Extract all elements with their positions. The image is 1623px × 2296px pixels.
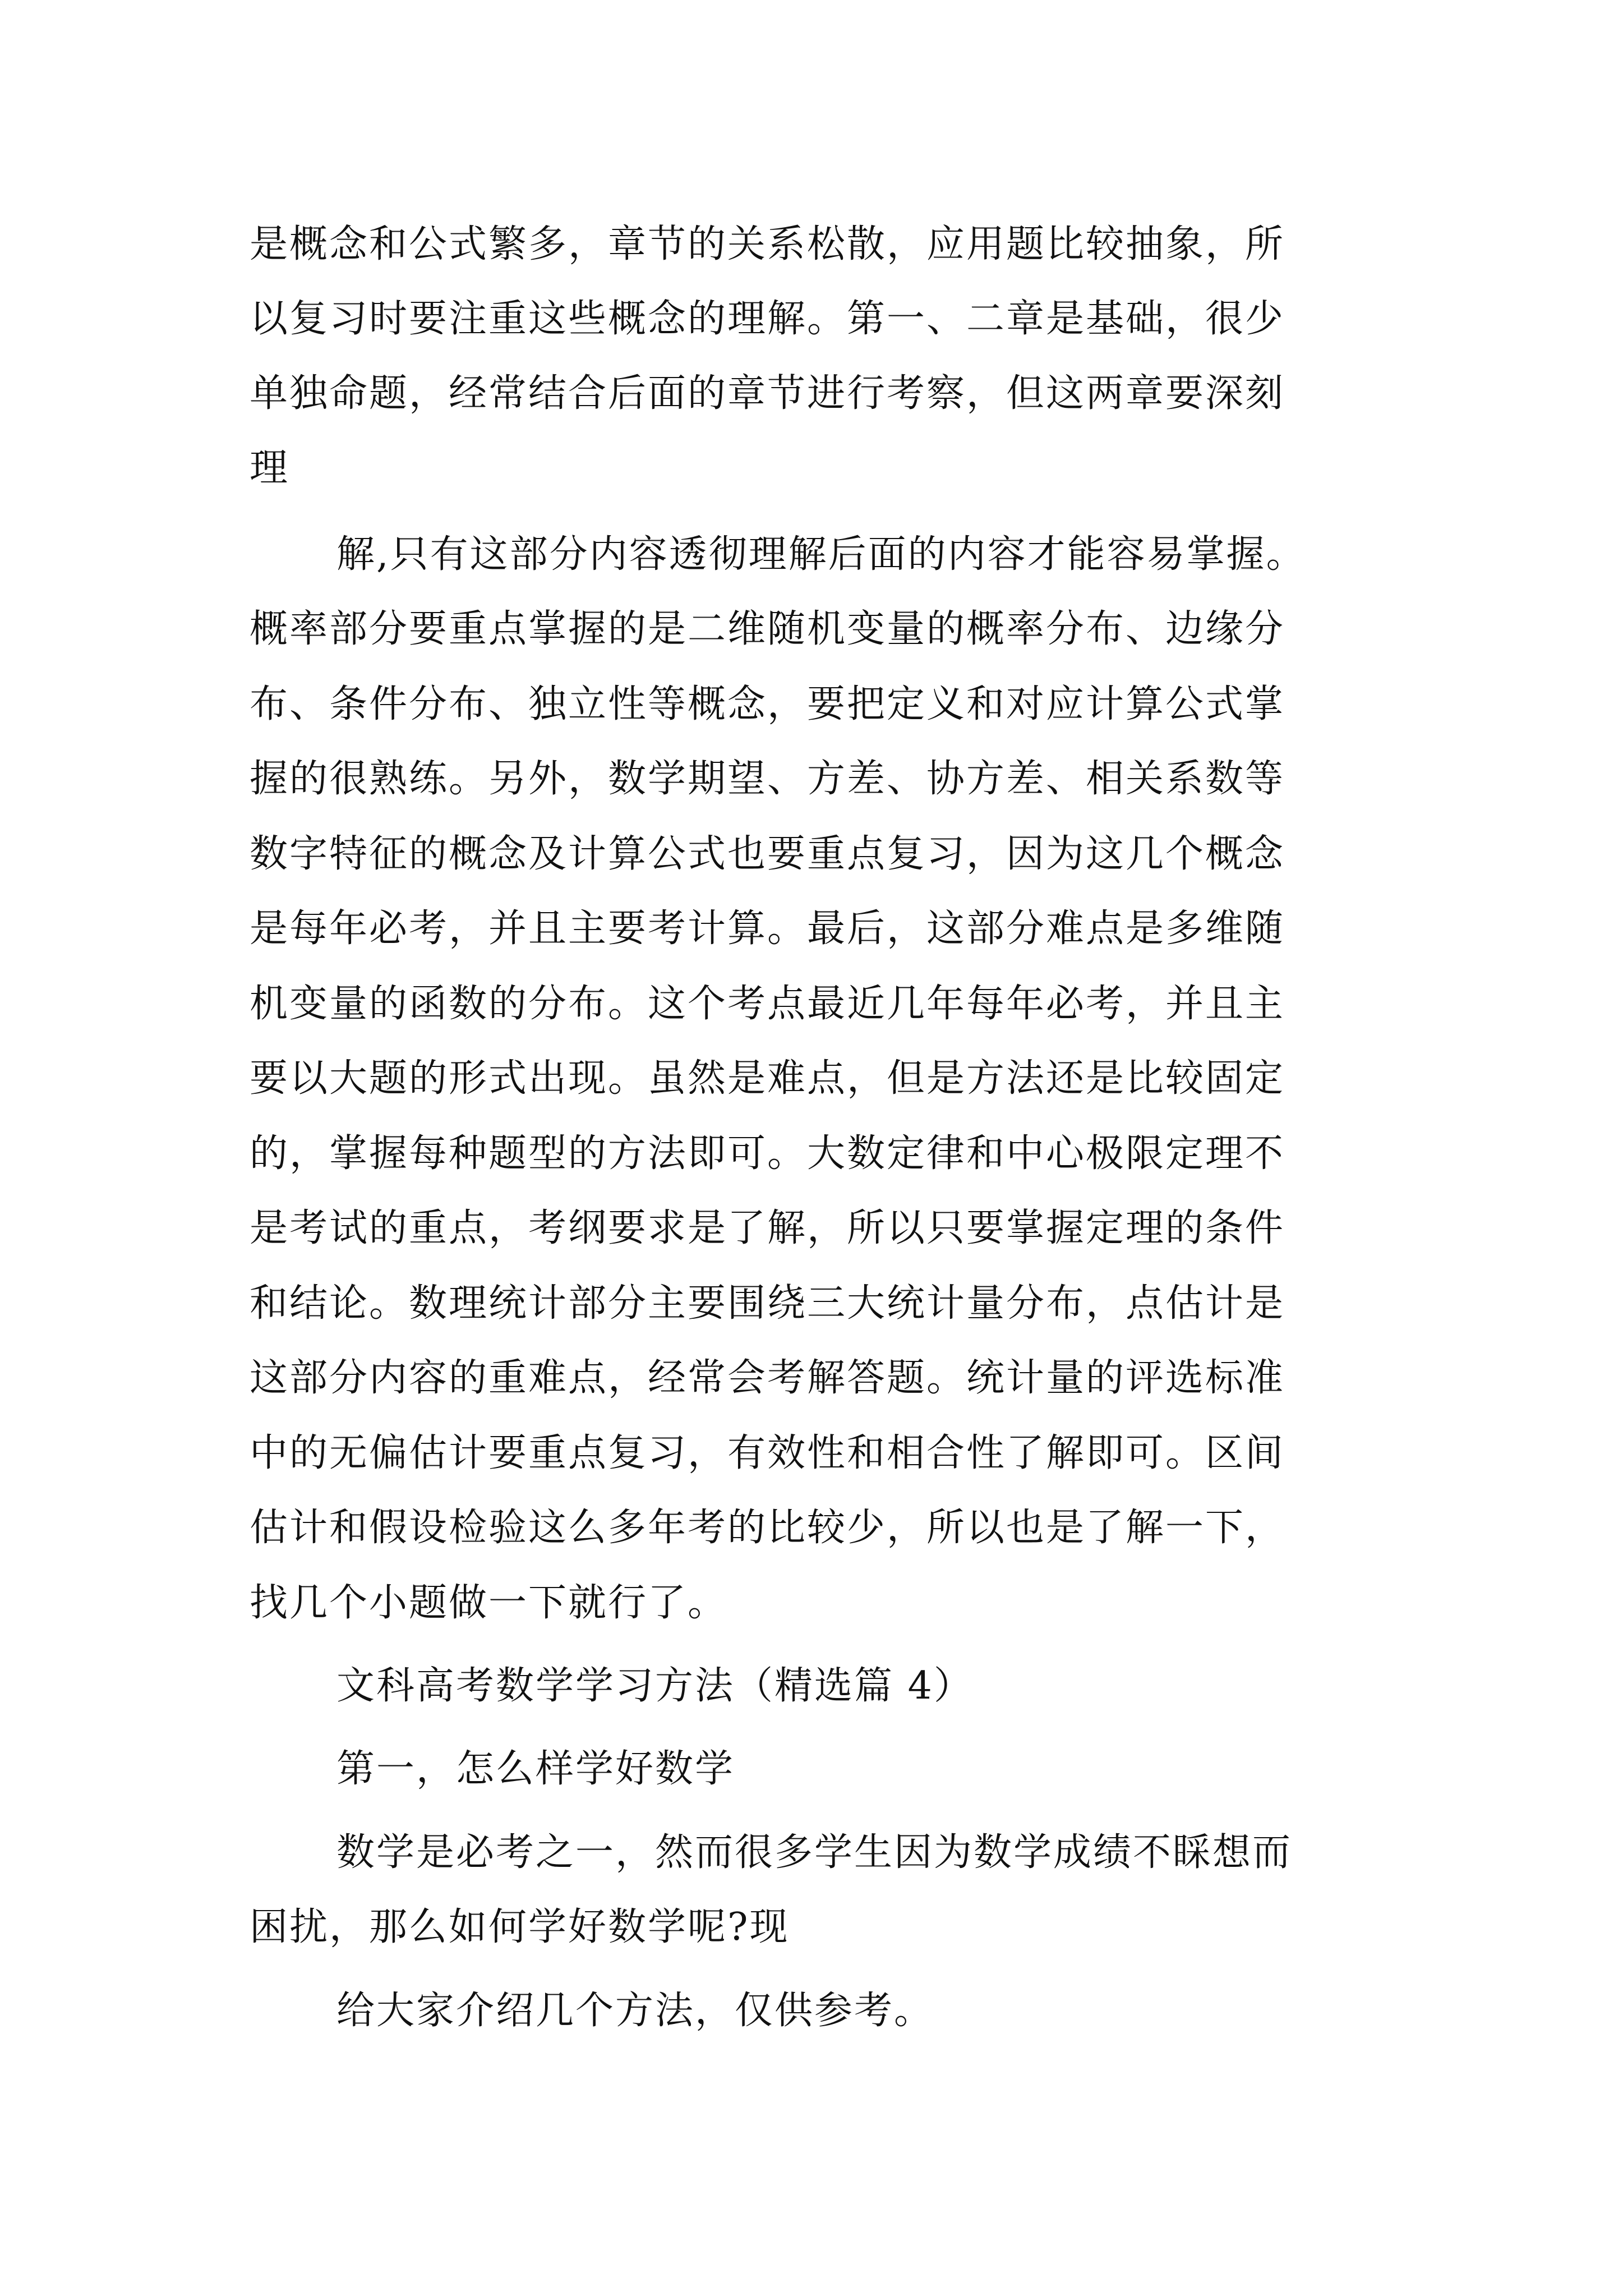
text-line: 要以大题的形式出现。虽然是难点，但是方法还是比较固定 (250, 1056, 1285, 1101)
text-line: 数字特征的概念及计算公式也要重点复习，因为这几个概念 (250, 832, 1285, 876)
text-line: 概率部分要重点掌握的是二维随机变量的概率分布、边缘分 (250, 607, 1285, 651)
text-line: 数学是必考之一，然而很多学生因为数学成绩不睬想而 (336, 1830, 1293, 1875)
text-line: 机变量的函数的分布。这个考点最近几年每年必考，并且主 (250, 982, 1285, 1026)
subheading: 第一，怎么样学好数学 (336, 1747, 735, 1791)
text-line: 是每年必考，并且主要考计算。最后，这部分难点是多维随 (250, 907, 1285, 951)
text-line: 布、条件分布、独立性等概念，要把定义和对应计算公式掌 (250, 682, 1285, 726)
section-heading: 文科高考数学学习方法（精选篇 4） (336, 1664, 974, 1708)
text-line: 给大家介绍几个方法，仅供参考。 (336, 1989, 934, 2033)
text-line: 的，掌握每种题型的方法即可。大数定律和中心极限定理不 (250, 1131, 1285, 1176)
text-line: 是概念和公式繁多，章节的关系松散，应用题比较抽象，所 (250, 222, 1285, 266)
text-line: 这部分内容的重难点，经常会考解答题。统计量的评选标准 (250, 1356, 1285, 1400)
text-line: 理 (250, 446, 290, 490)
text-line: 找几个小题做一下就行了。 (250, 1581, 728, 1625)
text-line: 困扰，那么如何学好数学呢?现 (250, 1905, 790, 1949)
text-line: 估计和假设检验这么多年考的比较少，所以也是了解一下， (250, 1506, 1285, 1550)
text-line: 以复习时要注重这些概念的理解。第一、二章是基础，很少 (250, 297, 1285, 341)
text-line: 单独命题，经常结合后面的章节进行考察，但这两章要深刻 (250, 371, 1285, 416)
text-line: 和结论。数理统计部分主要围绕三大统计量分布，点估计是 (250, 1281, 1285, 1326)
text-line: 解,只有这部分内容透彻理解后面的内容才能容易掌握。 (336, 532, 1306, 577)
text-line: 是考试的重点，考纲要求是了解，所以只要掌握定理的条件 (250, 1206, 1285, 1250)
text-line: 握的很熟练。另外，数学期望、方差、协方差、相关系数等 (250, 757, 1285, 801)
text-line: 中的无偏估计要重点复习，有效性和相合性了解即可。区间 (250, 1431, 1285, 1475)
